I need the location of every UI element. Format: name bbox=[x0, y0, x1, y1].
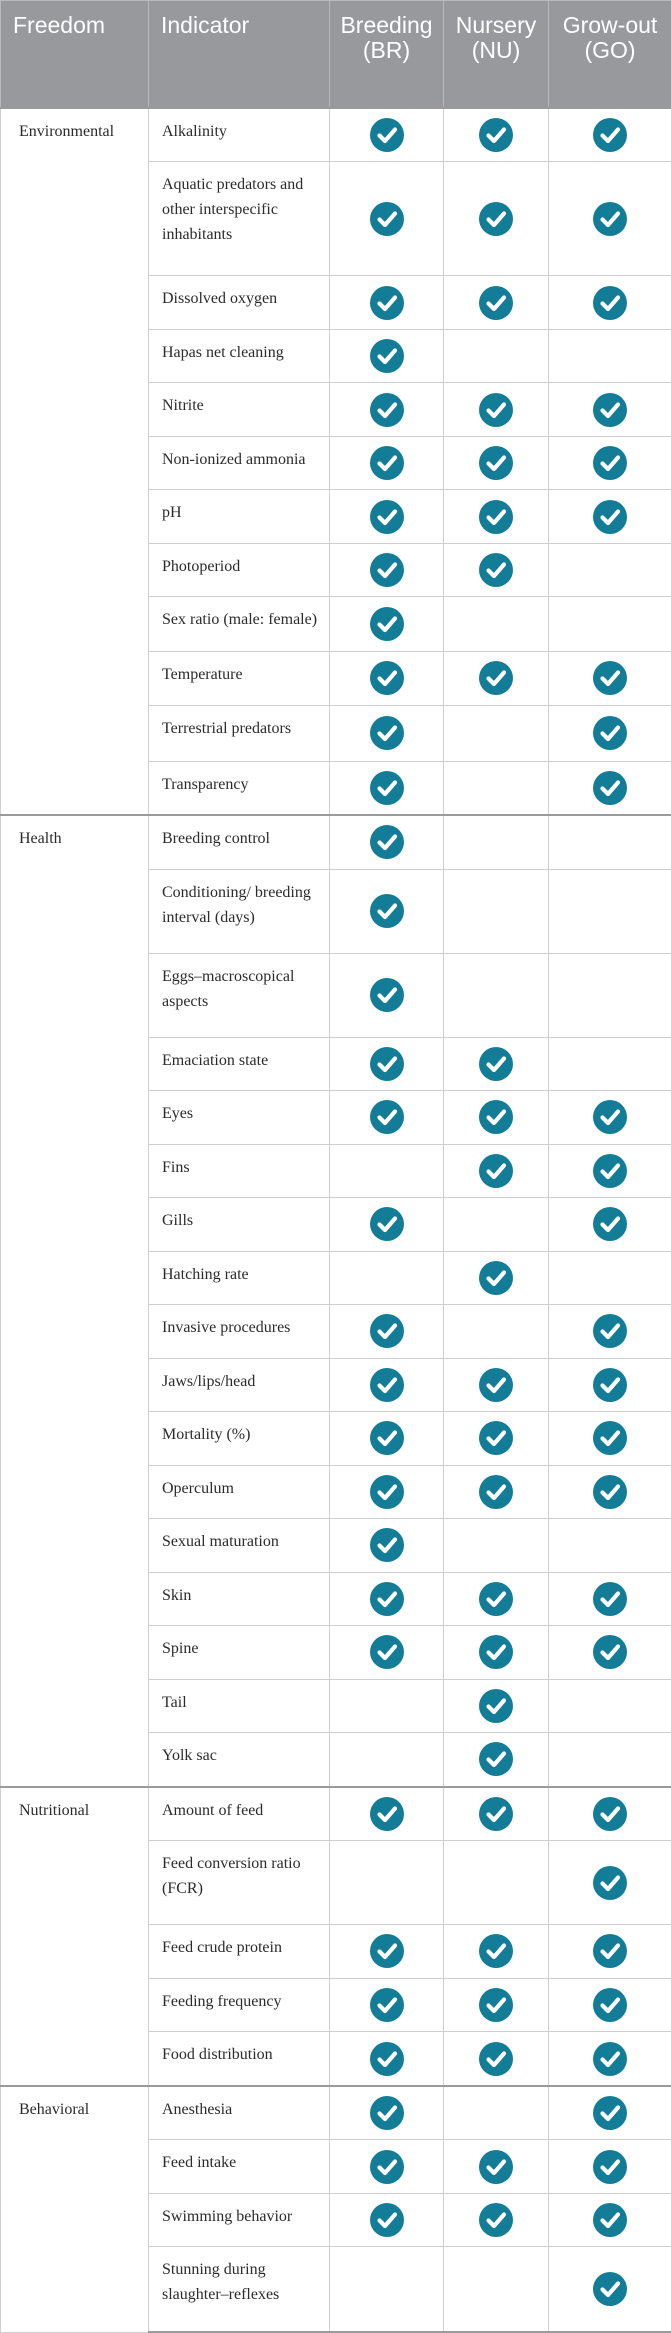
stage-cell-go bbox=[549, 543, 671, 597]
indicator-cell: Conditioning/ breeding interval (days) bbox=[149, 869, 330, 953]
check-circle-icon bbox=[592, 715, 628, 751]
stage-cell-nu bbox=[444, 815, 549, 869]
check-circle-icon bbox=[369, 392, 405, 428]
stage-cell-br bbox=[330, 108, 444, 162]
check-circle-icon bbox=[369, 1046, 405, 1082]
check-circle-icon bbox=[592, 1865, 628, 1901]
stage-cell-nu bbox=[444, 1198, 549, 1252]
stage-cell-br bbox=[330, 2193, 444, 2247]
stage-cell-nu bbox=[444, 108, 549, 162]
stage-cell-nu bbox=[444, 490, 549, 544]
stage-cell-br bbox=[330, 1198, 444, 1252]
stage-cell-nu bbox=[444, 1787, 549, 1841]
stage-cell-go bbox=[549, 1144, 671, 1198]
indicator-cell: Feed crude protein bbox=[149, 1925, 330, 1979]
check-circle-icon bbox=[592, 2041, 628, 2077]
stage-cell-nu bbox=[444, 1519, 549, 1573]
stage-cell-br bbox=[330, 1358, 444, 1412]
stage-cell-br bbox=[330, 2086, 444, 2140]
stage-cell-nu bbox=[444, 1412, 549, 1466]
stage-cell-br bbox=[330, 953, 444, 1037]
table-row bbox=[1, 2086, 671, 2140]
check-circle-icon bbox=[369, 660, 405, 696]
check-circle-icon bbox=[369, 552, 405, 588]
check-circle-icon bbox=[592, 2149, 628, 2185]
check-circle-icon bbox=[369, 1987, 405, 2023]
check-circle-icon bbox=[592, 201, 628, 237]
indicator-cell: Temperature bbox=[149, 652, 330, 706]
check-circle-icon bbox=[369, 1527, 405, 1563]
header-indicator: Indicator bbox=[149, 1, 330, 108]
check-circle-icon bbox=[478, 1634, 514, 1670]
stage-cell-br bbox=[330, 705, 444, 761]
stage-cell-go bbox=[549, 1465, 671, 1519]
indicator-cell: Swimming behavior bbox=[149, 2193, 330, 2247]
stage-cell-go bbox=[549, 1978, 671, 2032]
check-circle-icon bbox=[478, 392, 514, 428]
stage-cell-nu bbox=[444, 162, 549, 276]
stage-cell-go bbox=[549, 2247, 671, 2332]
stage-cell-br bbox=[330, 543, 444, 597]
indicator-cell: Non-ionized ammonia bbox=[149, 436, 330, 490]
indicator-cell: Spine bbox=[149, 1626, 330, 1680]
check-circle-icon bbox=[592, 1206, 628, 1242]
stage-cell-nu bbox=[444, 1037, 549, 1091]
table-row bbox=[1, 1787, 671, 1841]
check-circle-icon bbox=[369, 499, 405, 535]
stage-cell-br bbox=[330, 329, 444, 383]
stage-cell-go bbox=[549, 1358, 671, 1412]
stage-cell-go bbox=[549, 953, 671, 1037]
check-circle-icon bbox=[592, 1313, 628, 1349]
check-circle-icon bbox=[478, 1260, 514, 1296]
stage-cell-go bbox=[549, 597, 671, 652]
indicator-cell: Invasive procedures bbox=[149, 1305, 330, 1359]
stage-cell-go bbox=[549, 705, 671, 761]
stage-cell-go bbox=[549, 652, 671, 706]
stage-cell-go bbox=[549, 1925, 671, 1979]
stage-cell-br bbox=[330, 1037, 444, 1091]
check-circle-icon bbox=[478, 117, 514, 153]
check-circle-icon bbox=[478, 2041, 514, 2077]
indicator-cell: Feeding frequency bbox=[149, 1978, 330, 2032]
stage-cell-br bbox=[330, 2247, 444, 2332]
stage-cell-br bbox=[330, 652, 444, 706]
check-circle-icon bbox=[478, 1099, 514, 1135]
stage-cell-nu bbox=[444, 1572, 549, 1626]
stage-cell-br bbox=[330, 1305, 444, 1359]
stage-cell-go bbox=[549, 1787, 671, 1841]
check-circle-icon bbox=[369, 117, 405, 153]
indicator-cell: Dissolved oxygen bbox=[149, 276, 330, 330]
indicator-cell: Gills bbox=[149, 1198, 330, 1252]
indicator-cell: Sex ratio (male: female) bbox=[149, 597, 330, 652]
check-circle-icon bbox=[478, 1367, 514, 1403]
stage-cell-go bbox=[549, 1251, 671, 1305]
stage-cell-go bbox=[549, 383, 671, 437]
stage-cell-br bbox=[330, 761, 444, 815]
stage-cell-go bbox=[549, 1198, 671, 1252]
header-breeding: Breeding (BR) bbox=[330, 1, 444, 108]
indicator-cell: Amount of feed bbox=[149, 1787, 330, 1841]
indicator-cell: Feed intake bbox=[149, 2140, 330, 2194]
indicator-cell: Fins bbox=[149, 1144, 330, 1198]
table-row bbox=[1, 815, 671, 869]
stage-cell-go bbox=[549, 329, 671, 383]
indicator-cell: Terrestrial predators bbox=[149, 705, 330, 761]
stage-cell-go bbox=[549, 1037, 671, 1091]
stage-cell-br bbox=[330, 1465, 444, 1519]
check-circle-icon bbox=[369, 1367, 405, 1403]
stage-cell-nu bbox=[444, 1465, 549, 1519]
check-circle-icon bbox=[592, 1796, 628, 1832]
stage-cell-nu bbox=[444, 2140, 549, 2194]
stage-cell-go bbox=[549, 1412, 671, 1466]
check-circle-icon bbox=[369, 1474, 405, 1510]
check-circle-icon bbox=[478, 660, 514, 696]
check-circle-icon bbox=[369, 1420, 405, 1456]
check-circle-icon bbox=[369, 1634, 405, 1670]
check-circle-icon bbox=[592, 392, 628, 428]
stage-cell-br bbox=[330, 2032, 444, 2086]
check-circle-icon bbox=[369, 1206, 405, 1242]
check-circle-icon bbox=[478, 1420, 514, 1456]
header-freedom: Freedom bbox=[1, 1, 149, 108]
indicator-cell: Tail bbox=[149, 1679, 330, 1733]
stage-cell-br bbox=[330, 1733, 444, 1787]
check-circle-icon bbox=[478, 499, 514, 535]
check-circle-icon bbox=[369, 770, 405, 806]
check-circle-icon bbox=[478, 201, 514, 237]
stage-cell-br bbox=[330, 1572, 444, 1626]
check-circle-icon bbox=[369, 1581, 405, 1617]
indicator-cell: Food distribution bbox=[149, 2032, 330, 2086]
stage-cell-nu bbox=[444, 1925, 549, 1979]
stage-cell-nu bbox=[444, 436, 549, 490]
stage-cell-go bbox=[549, 2086, 671, 2140]
stage-cell-nu bbox=[444, 383, 549, 437]
indicator-cell: Feed conversion ratio (FCR) bbox=[149, 1841, 330, 1925]
stage-cell-go bbox=[549, 162, 671, 276]
check-circle-icon bbox=[478, 1933, 514, 1969]
stage-cell-go bbox=[549, 761, 671, 815]
check-circle-icon bbox=[478, 1581, 514, 1617]
check-circle-icon bbox=[478, 1688, 514, 1724]
indicator-cell: Emaciation state bbox=[149, 1037, 330, 1091]
indicator-cell: Sexual maturation bbox=[149, 1519, 330, 1573]
check-circle-icon bbox=[369, 1796, 405, 1832]
indicator-cell: Eggs–macroscopical aspects bbox=[149, 953, 330, 1037]
indicator-cell: Stunning during slaughter–reflexes bbox=[149, 2247, 330, 2332]
freedom-cell: Behavioral bbox=[1, 2086, 149, 2332]
stage-cell-br bbox=[330, 1787, 444, 1841]
indicator-cell: Skin bbox=[149, 1572, 330, 1626]
stage-cell-br bbox=[330, 1144, 444, 1198]
check-circle-icon bbox=[592, 1367, 628, 1403]
stage-cell-nu bbox=[444, 1091, 549, 1145]
check-circle-icon bbox=[369, 445, 405, 481]
stage-cell-nu bbox=[444, 329, 549, 383]
freedom-cell: Nutritional bbox=[1, 1787, 149, 2086]
check-circle-icon bbox=[478, 445, 514, 481]
stage-cell-nu bbox=[444, 1305, 549, 1359]
stage-cell-br bbox=[330, 2140, 444, 2194]
stage-cell-go bbox=[549, 1679, 671, 1733]
check-circle-icon bbox=[369, 2095, 405, 2131]
table-row bbox=[1, 108, 671, 162]
stage-cell-nu bbox=[444, 276, 549, 330]
header-grow-out: Grow-out (GO) bbox=[549, 1, 671, 108]
indicator-cell: Jaws/lips/head bbox=[149, 1358, 330, 1412]
stage-cell-nu bbox=[444, 869, 549, 953]
check-circle-icon bbox=[592, 1581, 628, 1617]
stage-cell-nu bbox=[444, 1978, 549, 2032]
check-circle-icon bbox=[592, 1933, 628, 1969]
check-circle-icon bbox=[592, 285, 628, 321]
stage-cell-nu bbox=[444, 1626, 549, 1680]
check-circle-icon bbox=[369, 338, 405, 374]
check-circle-icon bbox=[369, 606, 405, 642]
check-circle-icon bbox=[478, 552, 514, 588]
indicator-cell: Yolk sac bbox=[149, 1733, 330, 1787]
stage-cell-br bbox=[330, 162, 444, 276]
indicator-cell: Transparency bbox=[149, 761, 330, 815]
stage-cell-br bbox=[330, 276, 444, 330]
freedom-cell: Environmental bbox=[1, 108, 149, 816]
stage-cell-nu bbox=[444, 705, 549, 761]
indicator-cell: Alkalinity bbox=[149, 108, 330, 162]
indicator-cell: Hatching rate bbox=[149, 1251, 330, 1305]
check-circle-icon bbox=[369, 2202, 405, 2238]
check-circle-icon bbox=[369, 893, 405, 929]
check-circle-icon bbox=[592, 1099, 628, 1135]
check-circle-icon bbox=[478, 1153, 514, 1189]
check-circle-icon bbox=[592, 770, 628, 806]
stage-cell-br bbox=[330, 1251, 444, 1305]
stage-cell-go bbox=[549, 1841, 671, 1925]
stage-cell-nu bbox=[444, 1679, 549, 1733]
stage-cell-br bbox=[330, 1091, 444, 1145]
stage-cell-go bbox=[549, 276, 671, 330]
stage-cell-br bbox=[330, 1841, 444, 1925]
check-circle-icon bbox=[369, 201, 405, 237]
stage-cell-br bbox=[330, 383, 444, 437]
stage-cell-br bbox=[330, 1412, 444, 1466]
check-circle-icon bbox=[369, 977, 405, 1013]
stage-cell-br bbox=[330, 1925, 444, 1979]
check-circle-icon bbox=[478, 285, 514, 321]
stage-cell-br bbox=[330, 815, 444, 869]
header-row bbox=[1, 1, 671, 108]
stage-cell-go bbox=[549, 1626, 671, 1680]
check-circle-icon bbox=[592, 1634, 628, 1670]
check-circle-icon bbox=[592, 499, 628, 535]
check-circle-icon bbox=[369, 1933, 405, 1969]
indicator-cell: pH bbox=[149, 490, 330, 544]
check-circle-icon bbox=[592, 1420, 628, 1456]
stage-cell-br bbox=[330, 1978, 444, 2032]
stage-cell-go bbox=[549, 108, 671, 162]
stage-cell-br bbox=[330, 1626, 444, 1680]
stage-cell-go bbox=[549, 2193, 671, 2247]
stage-cell-br bbox=[330, 1519, 444, 1573]
indicator-cell: Aquatic predators and other interspecific inhabitants bbox=[149, 162, 330, 276]
indicator-cell: Photoperiod bbox=[149, 543, 330, 597]
stage-cell-go bbox=[549, 1305, 671, 1359]
stage-cell-br bbox=[330, 490, 444, 544]
stage-cell-go bbox=[549, 1572, 671, 1626]
stage-cell-go bbox=[549, 815, 671, 869]
check-circle-icon bbox=[478, 1474, 514, 1510]
stage-cell-br bbox=[330, 597, 444, 652]
stage-cell-nu bbox=[444, 1251, 549, 1305]
check-circle-icon bbox=[369, 1313, 405, 1349]
check-circle-icon bbox=[592, 1474, 628, 1510]
freedom-cell: Health bbox=[1, 815, 149, 1787]
stage-cell-go bbox=[549, 2032, 671, 2086]
check-circle-icon bbox=[592, 2095, 628, 2131]
check-circle-icon bbox=[478, 1796, 514, 1832]
indicator-cell: Eyes bbox=[149, 1091, 330, 1145]
stage-cell-nu bbox=[444, 597, 549, 652]
stage-cell-br bbox=[330, 1679, 444, 1733]
stage-cell-nu bbox=[444, 761, 549, 815]
indicator-cell: Nitrite bbox=[149, 383, 330, 437]
check-circle-icon bbox=[478, 1987, 514, 2023]
check-circle-icon bbox=[369, 1099, 405, 1135]
check-circle-icon bbox=[478, 1741, 514, 1777]
check-circle-icon bbox=[369, 824, 405, 860]
check-circle-icon bbox=[369, 285, 405, 321]
stage-cell-nu bbox=[444, 953, 549, 1037]
stage-cell-nu bbox=[444, 2193, 549, 2247]
indicator-cell: Mortality (%) bbox=[149, 1412, 330, 1466]
stage-cell-nu bbox=[444, 543, 549, 597]
check-circle-icon bbox=[369, 2149, 405, 2185]
check-circle-icon bbox=[592, 2202, 628, 2238]
check-circle-icon bbox=[369, 2041, 405, 2077]
check-circle-icon bbox=[592, 445, 628, 481]
stage-cell-nu bbox=[444, 2086, 549, 2140]
check-circle-icon bbox=[478, 1046, 514, 1082]
indicator-cell: Hapas net cleaning bbox=[149, 329, 330, 383]
stage-cell-nu bbox=[444, 1358, 549, 1412]
check-circle-icon bbox=[478, 2202, 514, 2238]
indicator-cell: Operculum bbox=[149, 1465, 330, 1519]
check-circle-icon bbox=[592, 1153, 628, 1189]
stage-cell-br bbox=[330, 869, 444, 953]
stage-cell-nu bbox=[444, 1841, 549, 1925]
check-circle-icon bbox=[478, 2149, 514, 2185]
stage-cell-nu bbox=[444, 2032, 549, 2086]
indicator-cell: Anesthesia bbox=[149, 2086, 330, 2140]
check-circle-icon bbox=[592, 117, 628, 153]
header-nursery: Nursery (NU) bbox=[444, 1, 549, 108]
stage-cell-go bbox=[549, 869, 671, 953]
stage-cell-go bbox=[549, 1733, 671, 1787]
stage-cell-go bbox=[549, 490, 671, 544]
indicator-cell: Breeding control bbox=[149, 815, 330, 869]
check-circle-icon bbox=[369, 715, 405, 751]
stage-cell-go bbox=[549, 1091, 671, 1145]
check-circle-icon bbox=[592, 2271, 628, 2307]
check-circle-icon bbox=[592, 1987, 628, 2023]
stage-cell-nu bbox=[444, 1144, 549, 1198]
stage-cell-nu bbox=[444, 652, 549, 706]
stage-cell-nu bbox=[444, 1733, 549, 1787]
stage-cell-br bbox=[330, 436, 444, 490]
stage-cell-go bbox=[549, 1519, 671, 1573]
stage-cell-go bbox=[549, 436, 671, 490]
check-circle-icon bbox=[592, 660, 628, 696]
stage-cell-nu bbox=[444, 2247, 549, 2332]
stage-cell-go bbox=[549, 2140, 671, 2194]
